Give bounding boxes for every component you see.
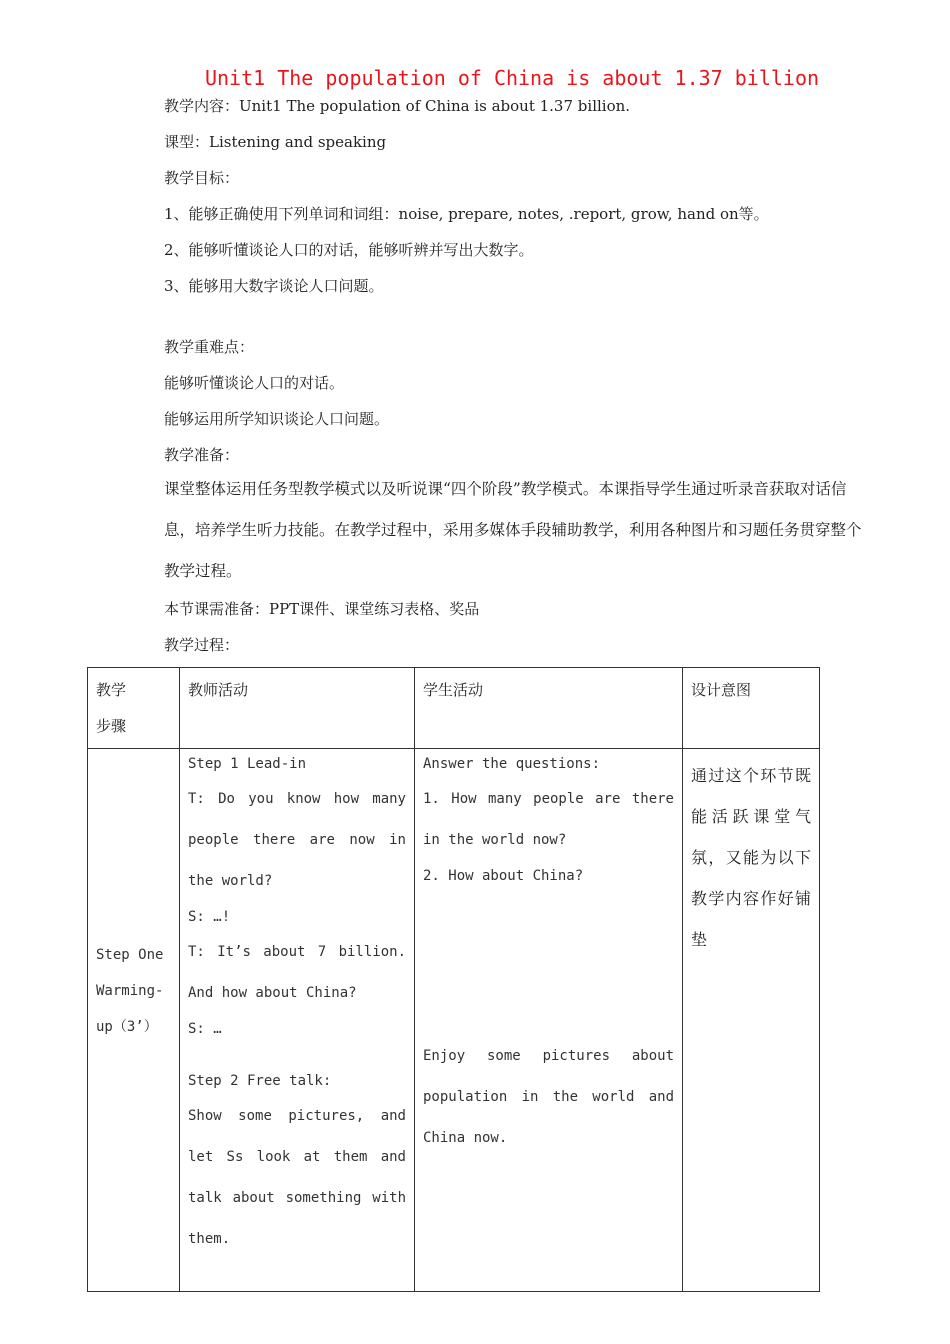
free-talk-title: Step 2 Free talk: xyxy=(188,1073,332,1089)
free-talk-text: Show some pictures, and let Ss look at them and talk about something with them. xyxy=(188,1108,406,1247)
student-reply-1: S: …! xyxy=(188,909,231,925)
objective-1: 1、能够正确使用下列单词和词组：noise, prepare, notes, .report, grow, hand on等。 xyxy=(164,205,769,223)
teaching-content: 教学内容：Unit1 The population of China is about 1.37 billion. xyxy=(164,97,631,115)
teacher-question-2: T: It’s about 7 billion. And how about China? xyxy=(188,944,406,1001)
teacher-activity-cell xyxy=(180,749,415,1292)
enjoy-pictures-text: Enjoy some pictures about population in the world and China now. xyxy=(423,1048,674,1146)
header-design-purpose xyxy=(683,668,820,749)
step-name-line2: Warming- xyxy=(96,983,164,999)
lesson-type: 课型：Listening and speaking xyxy=(164,133,387,151)
key-points-heading: 教学重难点： xyxy=(164,338,255,356)
header-step-line1: 教学 xyxy=(96,681,127,699)
preparation-heading: 教学准备： xyxy=(164,446,240,464)
document-title: Unit1 The population of China is about 1.37 billion xyxy=(204,66,820,90)
key-point-2: 能够运用所学知识谈论人口问题。 xyxy=(164,410,390,428)
header-step xyxy=(88,668,180,749)
design-purpose-cell xyxy=(683,749,820,1292)
materials-line: 本节课需准备：PPT课件、课堂练习表格、奖品 xyxy=(164,600,480,618)
lead-in-title: Step 1 Lead-in xyxy=(188,756,307,772)
design-purpose-text: 通过这个环节既能活跃课堂气氛，又能为以下教学内容作好铺垫 xyxy=(691,766,811,949)
objectives-heading: 教学目标： xyxy=(164,169,240,187)
preparation-text: 课堂整体运用任务型教学模式以及听说课“四个阶段”教学模式。本课指导学生通过听录音获取对话信息，培养学生听力技能。在教学过程中，采用多媒体手段辅助教学，利用各种图片和习题任务贯穿整个教学过程。 xyxy=(164,480,862,580)
step-name-line1: Step One xyxy=(96,947,164,963)
process-heading: 教学过程： xyxy=(164,636,240,654)
objective-2: 2、能够听懂谈论人口的对话，能够听辨并写出大数字。 xyxy=(164,241,534,259)
header-teacher-label: 教师活动 xyxy=(188,681,249,699)
header-purpose-label: 设计意图 xyxy=(691,681,752,699)
header-student-label: 学生活动 xyxy=(423,681,484,699)
question-2: 2. How about China? xyxy=(423,868,584,884)
objective-3: 3、能够用大数字谈论人口问题。 xyxy=(164,277,384,295)
teacher-question-1: T: Do you know how many people there are now in the world? xyxy=(188,791,406,889)
answer-intro: Answer the questions: xyxy=(423,756,601,772)
table-row xyxy=(88,749,820,1292)
question-1: 1. How many people are there in the world now? xyxy=(423,791,674,848)
header-student-activity xyxy=(415,668,683,749)
step-cell xyxy=(88,749,180,1292)
header-teacher-activity xyxy=(180,668,415,749)
table-header-row xyxy=(88,668,820,749)
key-point-1: 能够听懂谈论人口的对话。 xyxy=(164,374,345,392)
step-name-line3: up（3’） xyxy=(96,1019,158,1035)
student-reply-2: S: … xyxy=(188,1021,222,1037)
teaching-process-table xyxy=(87,667,820,1292)
student-activity-cell xyxy=(415,749,683,1292)
header-step-line2: 步骤 xyxy=(96,717,127,735)
